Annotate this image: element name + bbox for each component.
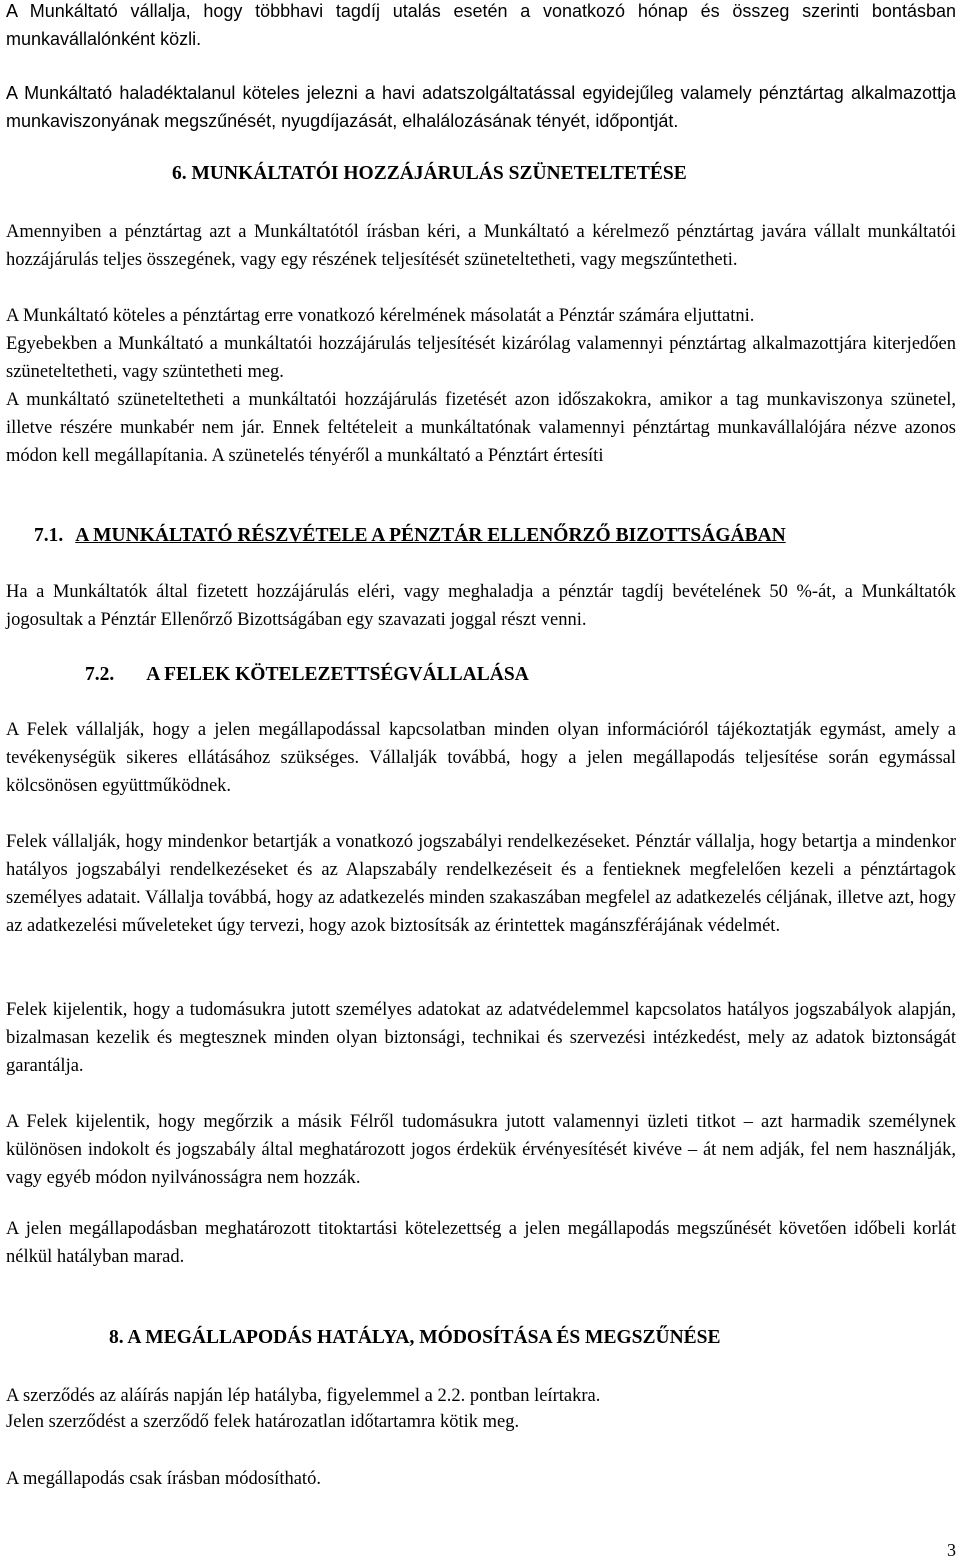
- section-7-1-title: A MUNKÁLTATÓ RÉSZVÉTELE A PÉNZTÁR ELLENŐRZŐ BIZOTTSÁGÁBAN: [75, 525, 786, 546]
- paragraph-data-protection: Felek kijelentik, hogy a tudomásukra jutott személyes adatokat az adatvédelemmel kapcsolatos hatályos jogszabályok alapján, bizalmasan kezelik és megtesznek minden olyan biztonsági, technikai és szervezési intézkedést, mely az adatok biztonságát garantálja.: [6, 1000, 956, 1076]
- paragraph-termination-notice: A Munkáltató haladéktalanul köteles jelezni a havi adatszolgáltatással egyidejűleg valamely pénztártag alkalmazottja munkaviszonyának megszűnését, nyugdíjazását, elhalálozásának tényét, időpontját.: [6, 83, 956, 131]
- section-7-1-number: 7.1.: [34, 525, 64, 546]
- section-7-2-number: 7.2.: [85, 664, 115, 685]
- paragraph-written-amendment: A megállapodás csak írásban módosítható.: [6, 1469, 321, 1489]
- paragraph-information-sharing: A Felek vállalják, hogy a jelen megállapodással kapcsolatban minden olyan információról tájékoztatják egymást, amely a tevékenységük sikeres ellátásához szükséges. Vállalják továbbá, hogy a jelen megállapodás teljesítése során egymással kölcsönösen együttműködnek.: [6, 720, 956, 796]
- section-7-2-heading: [85, 661, 529, 689]
- paragraph-trade-secrets: A Felek kijelentik, hogy megőrzik a másik Félről tudomásukra jutott valamennyi üzleti titkot – azt harmadik személynek különösen indokolt és jogszabály által meghatározott jogos érdekük érvényesítését kivéve – át nem adják, fel nem használják, vagy egyéb módon nyilvánosságra nem hozzák.: [6, 1112, 956, 1188]
- paragraph-general-suspension: Egyebekben a Munkáltató a munkáltatói hozzájárulás teljesítését kizárólag valamennyi pénztártag alkalmazottjára kiterjedően szüneteltetheti, vagy szüntetheti meg.: [6, 334, 956, 382]
- section-6-heading: 6. MUNKÁLTATÓI HOZZÁJÁRULÁS SZÜNETELTETÉSE: [172, 163, 687, 184]
- paragraph-employment-pause: A munkáltató szüneteltetheti a munkáltatói hozzájárulás fizetését azon időszakokra, amikor a tag munkaviszonya szünetel, illetve részére munkabér nem jár. Ennek feltételeit a munkáltatónak valamennyi pénztártag munkavállalójára nézve azonos módon kell megállapítania. A szünetelés tényéről a munkáltató a Pénztárt értesíti: [6, 390, 956, 466]
- section-7-2-title: A FELEK KÖTELEZETTSÉGVÁLLALÁSA: [146, 664, 529, 685]
- paragraph-suspension-request: Amennyiben a pénztártag azt a Munkáltatótól írásban kéri, a Munkáltató a kérelmező pénztártag javára vállalt munkáltatói hozzájárulás teljes összegének, vagy egy részének teljesítését szüneteltetheti, vagy megszűntetheti.: [6, 222, 956, 270]
- paragraph-confidentiality-duration: A jelen megállapodásban meghatározott titoktartási kötelezettség a jelen megállapodás megszűnését követően időbeli korlát nélkül hatályban marad.: [6, 1219, 956, 1267]
- paragraph-indefinite-term: Jelen szerződést a szerződő felek határozatlan időtartamra kötik meg.: [6, 1412, 520, 1432]
- paragraph-supervisory-board: Ha a Munkáltatók által fizetett hozzájárulás eléri, vagy meghaladja a pénztár tagdíj bevételének 50 %-át, a Munkáltatók jogosultak a Pénztár Ellenőrző Bizottságában egy szavazati joggal részt venni.: [6, 582, 956, 630]
- section-7-1-heading: [34, 522, 786, 550]
- paragraph-effective-date: A szerződés az aláírás napján lép hatályba, figyelemmel a 2.2. pontban leírtakra.: [6, 1386, 601, 1406]
- document-page: [6, 0, 956, 1565]
- paragraph-legal-compliance: Felek vállalják, hogy mindenkor betartják a vonatkozó jogszabályi rendelkezéseket. Pénztár vállalja, hogy betartja a mindenkor hatályos jogszabályi rendelkezéseket és az Alapszabály rendelkezéseit és a fentieknek megfelelően kezeli a pénztártagok személyes adatait. Vállalja továbbá, hogy az adatkezelés minden szakaszában megfelel az adatkezelés céljának, illetve azt, hogy az adatkezelési műveleteket úgy tervezi, hogy azok biztosítsák az érintettek magánszférájának védelmét.: [6, 832, 956, 936]
- section-8-heading: 8. A MEGÁLLAPODÁS HATÁLYA, MÓDOSÍTÁSA ÉS MEGSZŰNÉSE: [109, 1327, 721, 1348]
- paragraph-multi-month-transfer: A Munkáltató vállalja, hogy többhavi tagdíj utalás esetén a vonatkozó hónap és összeg szerinti bontásban munkavállalónként közli.: [6, 1, 956, 49]
- paragraph-copy-forwarding: A Munkáltató köteles a pénztártag erre vonatkozó kérelmének másolatát a Pénztár számára eljuttatni.: [6, 306, 755, 326]
- page-number: 3: [947, 1540, 956, 1560]
